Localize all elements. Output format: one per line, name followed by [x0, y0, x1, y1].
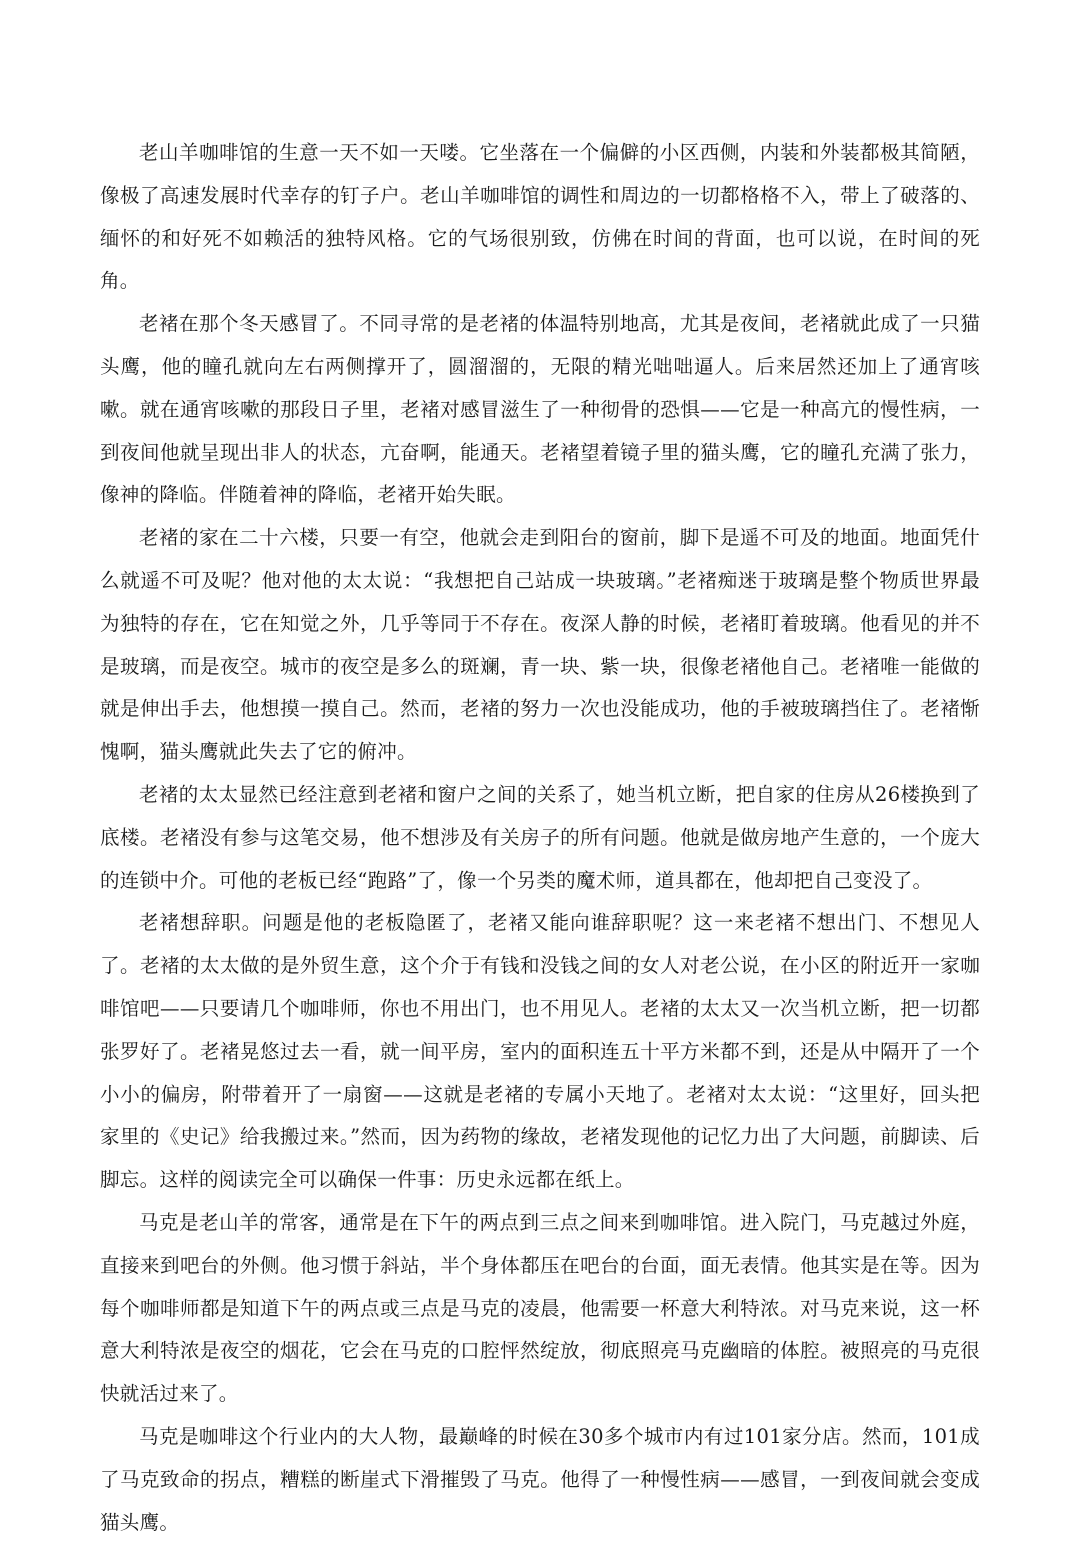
paragraph-6: 马克是老山羊的常客，通常是在下午的两点到三点之间来到咖啡馆。进入院门，马克越过外庭，直接来到吧台的外侧。他习惯于斜站，半个身体都压在吧台的台面，面无表情。他其实是在等。因为每个咖啡师都是知道下午的两点或三点是马克的凌晨，他需要一杯意大利特浓。对马克来说，这一杯意大利特浓是夜空的烟花，它会在马克的口腔怦然绽放，彻底照亮马克幽暗的体腔。被照亮的马克很快就活过来了。 — [100, 1210, 980, 1406]
paragraph-7: 马克是咖啡这个行业内的大人物，最巅峰的时候在30多个城市内有过101家分店。然而，101成了马克致命的拐点，糟糕的断崖式下滑摧毁了马克。他得了一种慢性病——感冒，一到夜间就会变成猫头鹰。 — [100, 1424, 980, 1534]
paragraph-1: 老山羊咖啡馆的生意一天不如一天喽。它坐落在一个偏僻的小区西侧，内装和外装都极其简陋，像极了高速发展时代幸存的钉子户。老山羊咖啡馆的调性和周边的一切都格格不入，带上了破落的、缅怀的和好死不如赖活的独特风格。它的气场很别致，仿佛在时间的背面，也可以说，在时间的死角。 — [100, 141, 980, 293]
paragraph-2: 老褚在那个冬天感冒了。不同寻常的是老褚的体温特别地高，尤其是夜间，老褚就此成了一只猫头鹰，他的瞳孔就向左右两侧撑开了，圆溜溜的，无限的精光咄咄逼人。后来居然还加上了通宵咳嗽。就在通宵咳嗽的那段日子里，老褚对感冒滋生了一种彻骨的恐惧——它是一种高亢的慢性病，一到夜间他就呈现出非人的状态，亢奋啊，能通天。老褚望着镜子里的猫头鹰，它的瞳孔充满了张力，像神的降临。伴随着神的降临，老褚开始失眠。 — [100, 312, 980, 507]
paragraph-3: 老褚的家在二十六楼，只要一有空，他就会走到阳台的窗前，脚下是遥不可及的地面。地面凭什么就遥不可及呢？他对他的太太说：“我想把自己站成一块玻璃。”老褚痴迷于玻璃是整个物质世界最为独特的存在，它在知觉之外，几乎等同于不存在。夜深人静的时候，老褚盯着玻璃。他看见的并不是玻璃，而是夜空。城市的夜空是多么的斑斓，青一块、紫一块，很像老褚他自己。老褚唯一能做的就是伸出手去，他想摸一摸自己。然而，老褚的努力一次也没能成功，他的手被玻璃挡住了。老褚惭愧啊，猫头鹰就此失去了它的俯冲。 — [100, 526, 980, 764]
paragraph-4: 老褚的太太显然已经注意到老褚和窗户之间的关系了，她当机立断，把自家的住房从26楼换到了底楼。老褚没有参与这笔交易，他不想涉及有关房子的所有问题。他就是做房地产生意的，一个庞大的连锁中介。可他的老板已经“跑路”了，像一个另类的魔术师，道具都在，他却把自己变没了。 — [100, 782, 980, 892]
article-body — [100, 132, 980, 1544]
paragraph-5: 老褚想辞职。问题是他的老板隐匿了，老褚又能向谁辞职呢？这一来老褚不想出门、不想见人了。老褚的太太做的是外贸生意，这个介于有钱和没钱之间的女人对老公说，在小区的附近开一家咖啡馆吧——只要请几个咖啡师，你也不用出门，也不用见人。老褚的太太又一次当机立断，把一切都张罗好了。老褚晃悠过去一看，就一间平房，室内的面积连五十平方米都不到，还是从中隔开了一个小小的偏房，附带着开了一扇窗——这就是老褚的专属小天地了。老褚对太太说：“这里好，回头把家里的《史记》给我搬过来。”然而，因为药物的缘故，老褚发现他的记忆力出了大问题，前脚读、后脚忘。这样的阅读完全可以确保一件事：历史永远都在纸上。 — [100, 911, 980, 1192]
